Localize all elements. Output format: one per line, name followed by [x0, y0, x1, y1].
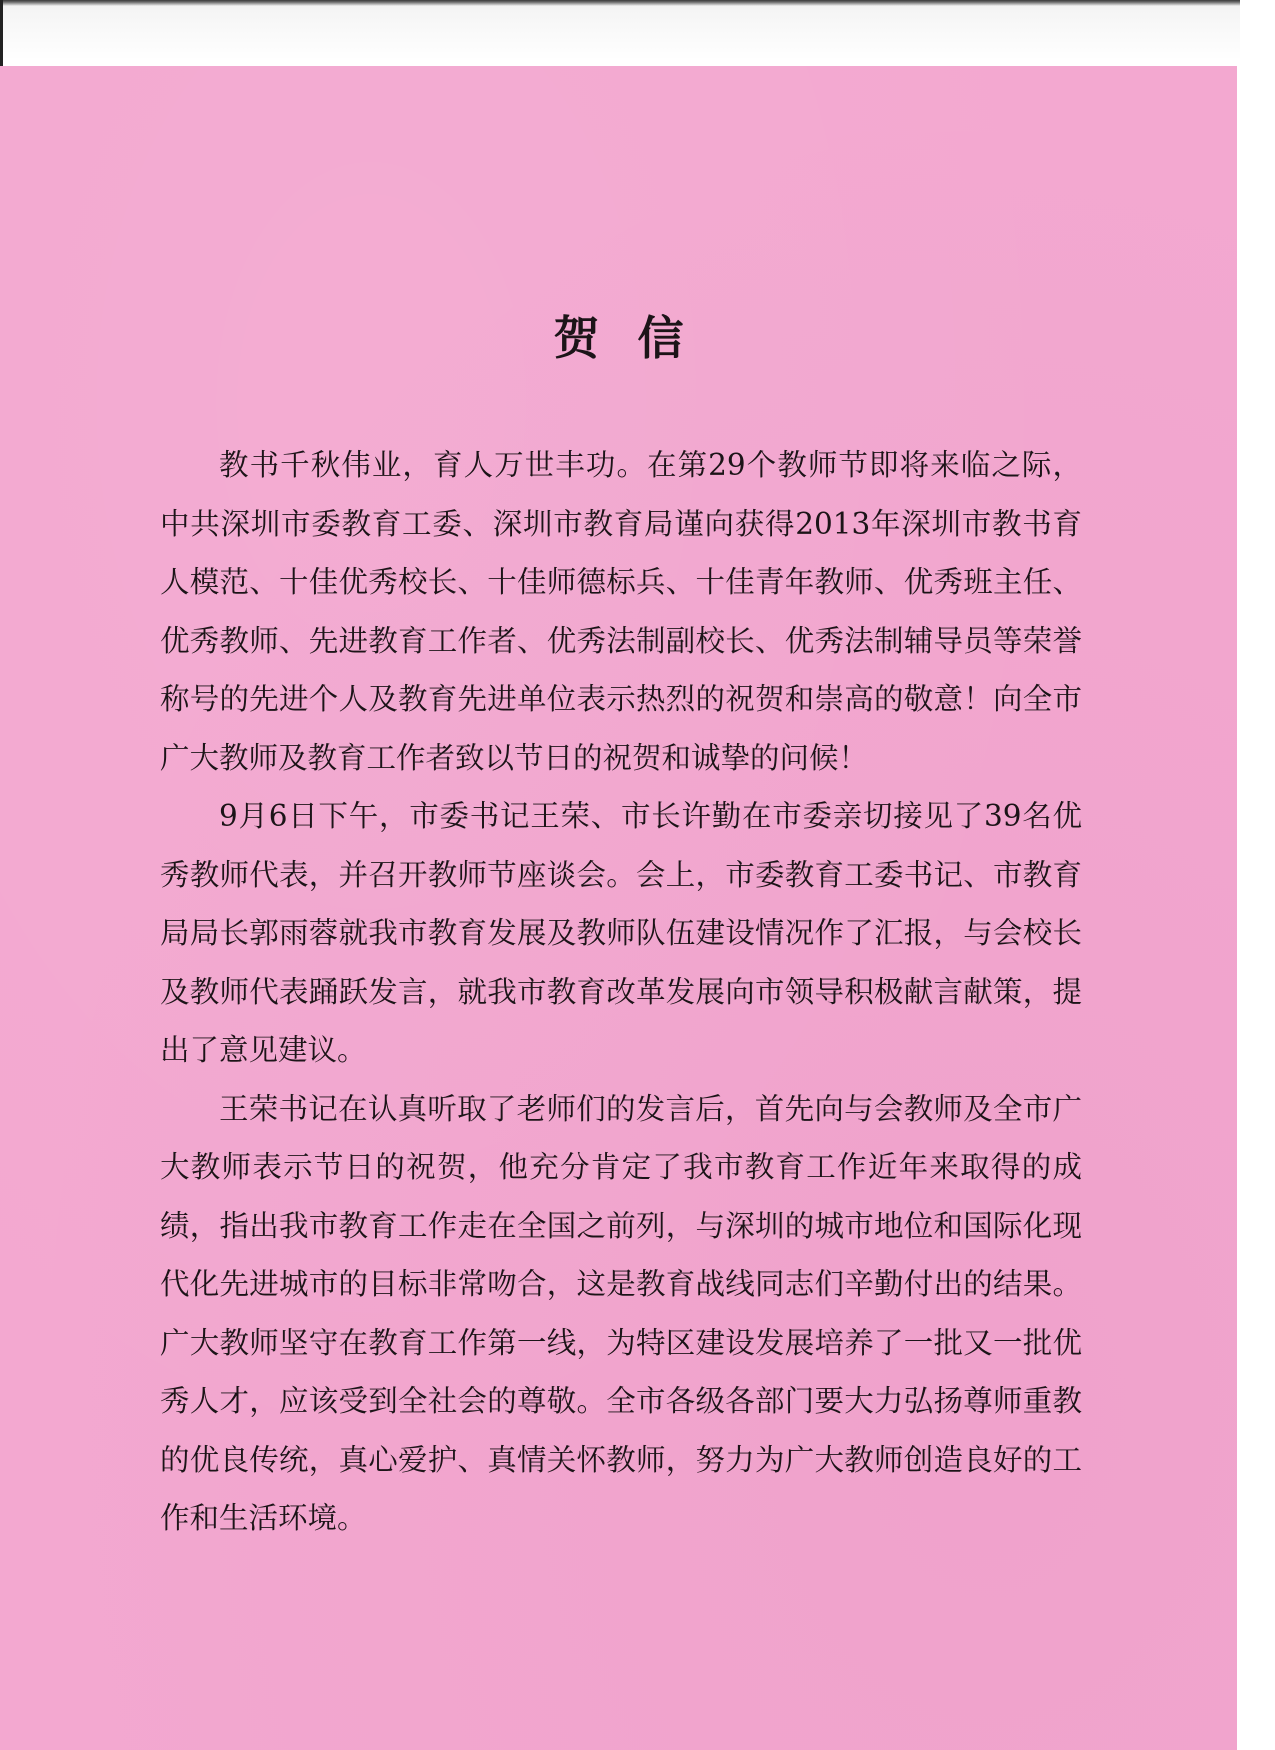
letter-title: 贺信	[553, 311, 722, 365]
paragraph-2: 9月6日下午，市委书记王荣、市长许勤在市委亲切接见了39名优秀教师代表，并召开教师节座谈会。会上，市委教育工委书记、市教育局局长郭雨蓉就我市教育发展及教师队伍建设情况作了汇报，与会校长及教师代表踊跃发言，就我市教育改革发展向市领导积极献言献策，提出了意见建议。	[160, 799, 1082, 1067]
paragraph-3: 王荣书记在认真听取了老师们的发言后，首先向与会教师及全市广大教师表示节日的祝贺，他充分肯定了我市教育工作近年来取得的成绩，指出我市教育工作走在全国之前列，与深圳的城市地位和国际化现代化先进城市的目标非常吻合，这是教育战线同志们辛勤付出的结果。广大教师坚守在教育工作第一线，为特区建设发展培养了一批又一批优秀人才，应该受到全社会的尊敬。全市各级各部门要大力弘扬尊师重教的优良传统，真心爱护、真情关怀教师，努力为广大教师创造良好的工作和生活环境。	[160, 1091, 1082, 1535]
scanner-left-edge	[0, 0, 3, 70]
letter-body	[160, 436, 1082, 1548]
scanner-top-shadow	[0, 0, 1240, 66]
paragraph-1: 教书千秋伟业，育人万世丰功。在第29个教师节即将来临之际，中共深圳市委教育工委、深圳市教育局谨向获得2013年深圳市教书育人模范、十佳优秀校长、十佳师德标兵、十佳青年教师、优秀班主任、优秀教师、先进教育工作者、优秀法制副校长、优秀法制辅导员等荣誉称号的先进个人及教育先进单位表示热烈的祝贺和崇高的敬意！向全市广大教师及教育工作者致以节日的祝贺和诚挚的问候！	[160, 448, 1082, 775]
